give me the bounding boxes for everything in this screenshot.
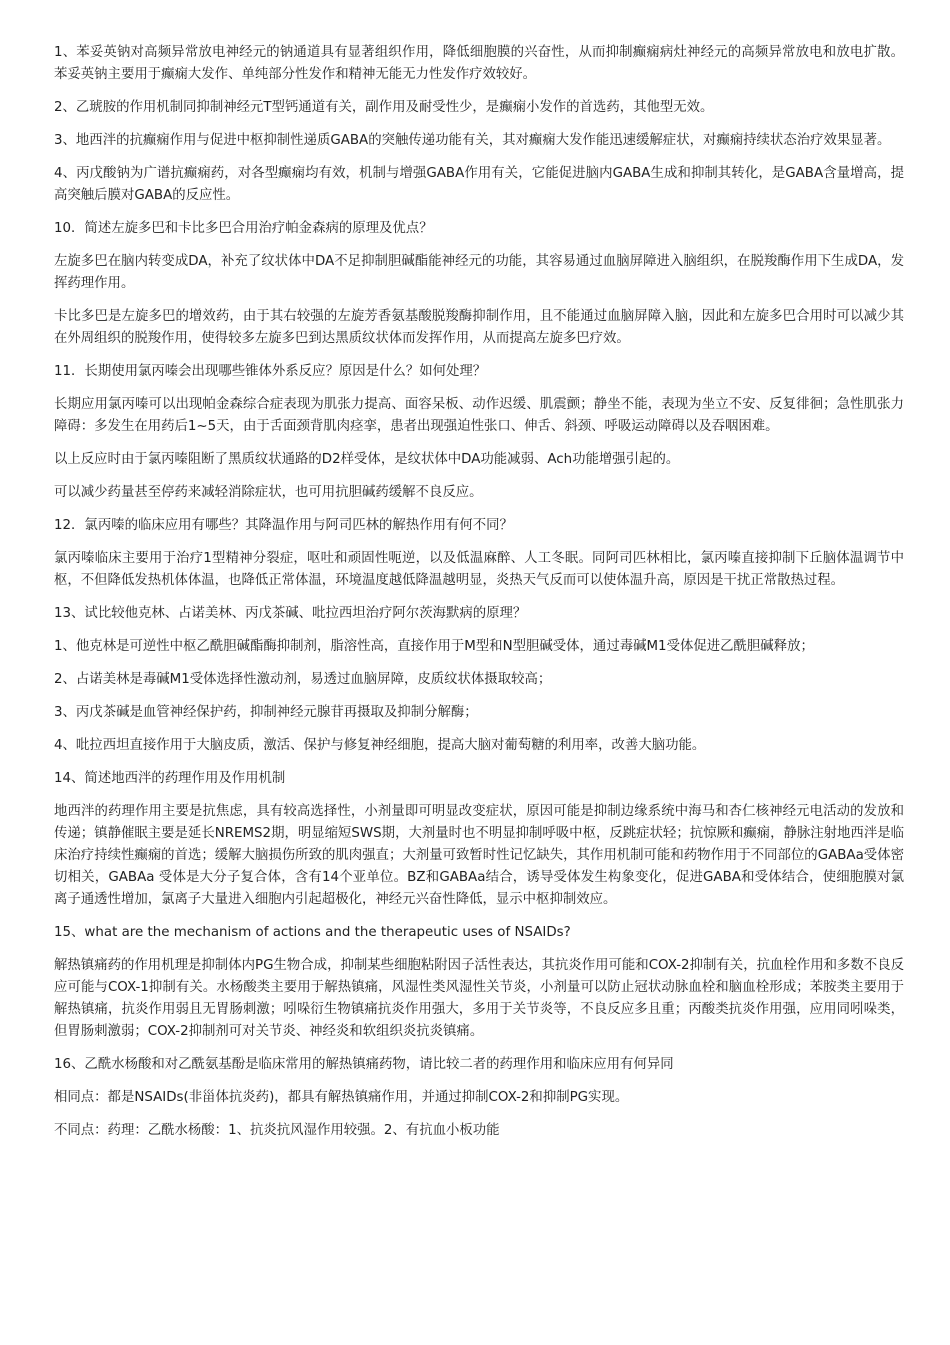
paragraph: 4、吡拉西坦直接作用于大脑皮质，激活、保护与修复神经细胞，提高大脑对葡萄糖的利用率，改善大脑功能。: [54, 738, 706, 753]
document-body: [54, 42, 904, 1153]
paragraph: 不同点：药理：乙酰水杨酸：1、抗炎抗风湿作用较强。2、有抗血小板功能: [54, 1123, 500, 1138]
paragraph: 卡比多巴是左旋多巴的增效药，由于其右较强的左旋芳香氨基酸脱羧酶抑制作用，且不能通过血脑屏障入脑，因此和左旋多巴合用时可以减少其在外周组织的脱羧作用，使得较多左旋多巴到达黑质纹状体而发挥作用，从而提高左旋多巴疗效。: [54, 309, 904, 346]
paragraph: 15、what are the mechanism of actions and the therapeutic uses of NSAIDs?: [54, 925, 571, 940]
paragraph: 1、他克林是可逆性中枢乙酰胆碱酯酶抑制剂，脂溶性高，直接作用于M型和N型胆碱受体，通过毒碱M1受体促进乙酰胆碱释放；: [54, 639, 814, 654]
paragraph: 3、地西泮的抗癫痫作用与促进中枢抑制性递质GABA的突触传递功能有关，其对癫痫大发作能迅速缓解症状，对癫痫持续状态治疗效果显著。: [54, 133, 891, 148]
paragraph: 3、丙戊茶碱是血管神经保护药，抑制神经元腺苷再摄取及抑制分解酶；: [54, 705, 478, 720]
paragraph: 4、丙戊酸钠为广谱抗癫痫药，对各型癫痫均有效，机制与增强GABA作用有关，它能促进脑内GABA生成和抑制其转化，是GABA含量增高，提高突触后膜对GABA的反应性。: [54, 166, 904, 203]
paragraph: 10．简述左旋多巴和卡比多巴合用治疗帕金森病的原理及优点？: [54, 221, 433, 236]
paragraph: 14、简述地西泮的药理作用及作用机制: [54, 771, 286, 786]
paragraph: 2、乙琥胺的作用机制同抑制神经元T型钙通道有关，副作用及耐受性少，是癫痫小发作的首选药，其他型无效。: [54, 100, 714, 115]
paragraph: 相同点：都是NSAIDs(非甾体抗炎药)，都具有解热镇痛作用，并通过抑制COX-2和抑制PG实现。: [54, 1090, 629, 1105]
paragraph: 12．氯丙嗪的临床应用有哪些？其降温作用与阿司匹林的解热作用有何不同？: [54, 518, 513, 533]
paragraph: 16、乙酰水杨酸和对乙酰氨基酚是临床常用的解热镇痛药物，请比较二者的药理作用和临床应用有何异同: [54, 1057, 674, 1072]
paragraph: 可以减少药量甚至停药来减轻消除症状，也可用抗胆碱药缓解不良反应。: [54, 485, 483, 500]
paragraph: 11．长期使用氯丙嗪会出现哪些锥体外系反应？原因是什么？如何处理？: [54, 364, 487, 379]
paragraph: 13、试比较他克林、占诺美林、丙戊茶碱、吡拉西坦治疗阿尔茨海默病的原理？: [54, 606, 527, 621]
paragraph: 以上反应时由于氯丙嗪阻断了黑质纹状通路的D2样受体，是纹状体中DA功能减弱、Ach功能增强引起的。: [54, 452, 680, 467]
paragraph: 地西泮的药理作用主要是抗焦虑，具有较高选择性，小剂量即可明显改变症状，原因可能是抑制边缘系统中海马和杏仁核神经元电活动的发放和传递；镇静催眠主要是延长NREMS2期，明显缩短SWS期，大剂量时也不明显抑制呼吸中枢，反跳症状轻；抗惊厥和癫痫，静脉注射地西泮是临床治疗持续性癫痫的首选；缓解大脑损伤所致的肌肉强直；大剂量可致暂时性记忆缺失，其作用机制可能和药物作用于不同部位的GABAa受体密切相关，GABAa 受体是大分子复合体，含有14个亚单位。BZ和GABAa结合，诱导受体发生构象变化，促进GABA和受体结合，使细胞膜对氯离子通透性增加，氯离子大量进入细胞内引起超极化，神经元兴奋性降低，显示中枢抑制效应。: [54, 804, 904, 907]
paragraph: 1、苯妥英钠对高频异常放电神经元的钠通道具有显著组织作用，降低细胞膜的兴奋性，从而抑制癫痫病灶神经元的高频异常放电和放电扩散。苯妥英钠主要用于癫痫大发作、单纯部分性发作和精神无能无力性发作疗效较好。: [54, 45, 904, 82]
paragraph: 氯丙嗪临床主要用于治疗1型精神分裂症，呕吐和顽固性呃逆，以及低温麻醉、人工冬眠。同阿司匹林相比，氯丙嗪直接抑制下丘脑体温调节中枢，不但降低发热机体体温，也降低正常体温，环境温度越低降温越明显，炎热天气反而可以使体温升高，原因是干扰正常散热过程。: [54, 551, 904, 588]
paragraph: 左旋多巴在脑内转变成DA，补充了纹状体中DA不足抑制胆碱酯能神经元的功能，其容易通过血脑屏障进入脑组织，在脱羧酶作用下生成DA，发挥药理作用。: [54, 254, 904, 291]
paragraph: 2、占诺美林是毒碱M1受体选择性激动剂，易透过血脑屏障，皮质纹状体摄取较高；: [54, 672, 552, 687]
paragraph: 解热镇痛药的作用机理是抑制体内PG生物合成，抑制某些细胞粘附因子活性表达，其抗炎作用可能和COX-2抑制有关，抗血栓作用和多数不良反应可能与COX-1抑制有关。水杨酸类主要用于解热镇痛，风湿性类风湿性关节炎，小剂量可以防止冠状动脉血栓和脑血栓形成；苯胺类主要用于解热镇痛，抗炎作用弱且无胃肠刺激；吲哚衍生物镇痛抗炎作用强大，多用于关节炎等，不良反应多且重；丙酸类抗炎作用强，应用同吲哚类，但胃肠刺激弱；COX-2抑制剂可对关节炎、神经炎和软组织炎抗炎镇痛。: [54, 958, 904, 1039]
paragraph: 长期应用氯丙嗪可以出现帕金森综合症表现为肌张力提高、面容呆板、动作迟缓、肌震颤；静坐不能，表现为坐立不安、反复徘徊；急性肌张力障碍：多发生在用药后1~5天，由于舌面颈背肌肉痉挛，患者出现强迫性张口、伸舌、斜颈、呼吸运动障碍以及吞咽困难。: [54, 397, 904, 434]
